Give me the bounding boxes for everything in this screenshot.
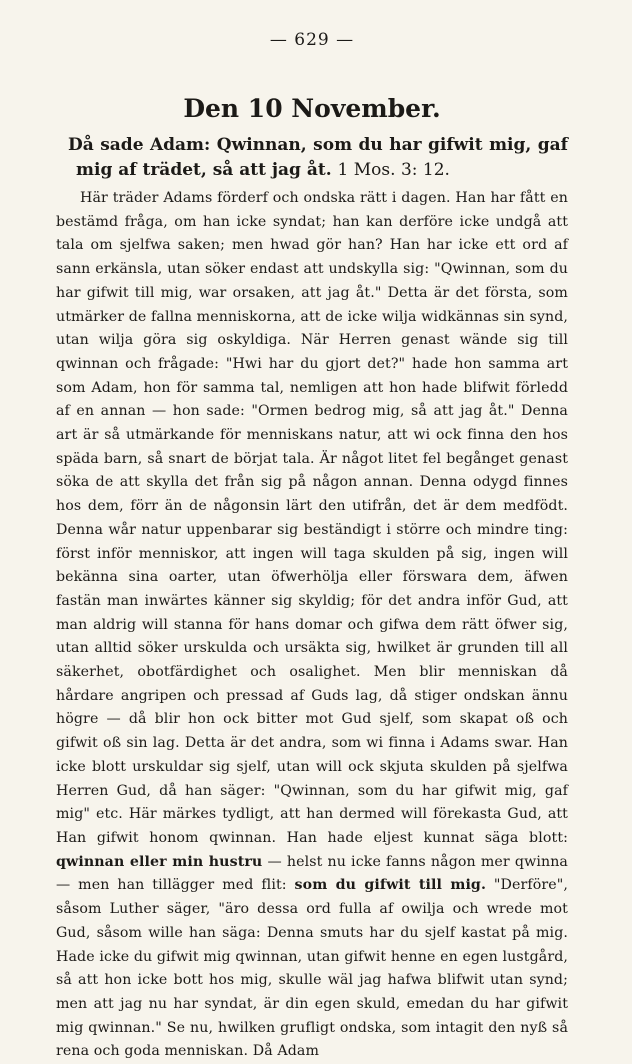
bible-verse — [56, 133, 568, 183]
verse-reference: 1 Mos. 3: 12. — [337, 160, 450, 180]
emphasis-1: qwinnan eller min hustru — [56, 853, 263, 870]
body-text-part-1: Här träder Adams förderf och ondska rätt i dagen. Han har fått en bestämd fråga, om han icke syndat; han kan derföre icke undgå att tala om sjelfwa saken; men hwad gör han? Han har icke ett ord af sann erkänsla, utan söker endast att undskylla sig: "Qwinnan, som du har gifwit till mig, war orsaken, att jag åt." Detta är det första, som utmärker de fallna menniskorna, att de icke wilja widkännas sin synd, utan wilja göra sig oskyldiga. När Herren genast wände sig till qwinnan och frågade: "Hwi har du gjort det?" hade hon samma art som Adam, hon för samma tal, nemligen att hon hade blifwit förledd af en annan — hon sade: "Ormen bedrog mig, så att jag åt." Denna art är så utmärkande för menniskans natur, att wi ock finna den hos späda barn, så snart de börjat tala. Är något litet fel begånget genast söka de att skylla det från sig på någon annan. Denna odygd finnes hos dem, förr än de någonsin lärt den utifrån, det är dem medfödt. Denna wår natur uppenbarar sig beständigt i större och mindre ting: först inför menniskor, att ingen will taga skulden på sig, ingen will bekänna sina oarter, utan öfwerhölja eller förswara dem, äfwen fastän man inwärtes känner sig skyldig; för det andra inför Gud, att man aldrig will stanna för hans domar och gifwa dem rätt öfwer sig, utan alltid söker urskulda och ursäkta sig, hwilket är grunden till all säkerhet, obotfärdighet och osalighet. Men blir menniskan då hårdare angripen och pressad af Guds lag, då stiger ondskan ännu högre — då blir hon ock bitter mot Gud sjelf, som skapat oß och gifwit oß sin lag. Detta är det andra, som wi finna i Adams swar. Han icke blott urskuldar sig sjelf, utan will ock skjuta skulden på sjelfwa Herren Gud, då han säger: "Qwinnan, som du har gifwit mig, gaf mig" etc. Här märkes tydligt, att han dermed will förekasta Gud, att Han gifwit honom qwinnan. Han hade eljest kunnat säga blott: — [56, 190, 568, 846]
page-number: — 629 — — [269, 30, 355, 50]
body-paragraph — [56, 187, 568, 1064]
verse-text: Då sade Adam: Qwinnan, som du har gifwit mig, gaf mig af trädet, så att jag åt. — [68, 135, 568, 180]
page-title: Den 10 November. — [183, 94, 441, 123]
body-text-part-3: "Derföre", såsom Luther säger, "äro dessa ord fulla af owilja och wrede mot Gud, såsom wille han säga: Denna smuts har du sjelf kastat på mig. Hade icke du gifwit mig qwinnan, utan gifwit henne en egen lustgård, så att hon icke bott hos mig, skulle wäl jag hafwa blifwit utan synd; men att jag nu har syndat, är din egen skuld, emedan du har gifwit mig qwinnan." Se nu, hwilken grufligt ondska, som intagit den nyß så rena och goda menniskan. Då Adam — [56, 877, 568, 1060]
emphasis-2: som du gifwit till mig. — [294, 877, 486, 894]
body-text-part-2: — helst nu icke fanns någon mer qwinna — men han tillägger med flit: — [56, 853, 568, 894]
